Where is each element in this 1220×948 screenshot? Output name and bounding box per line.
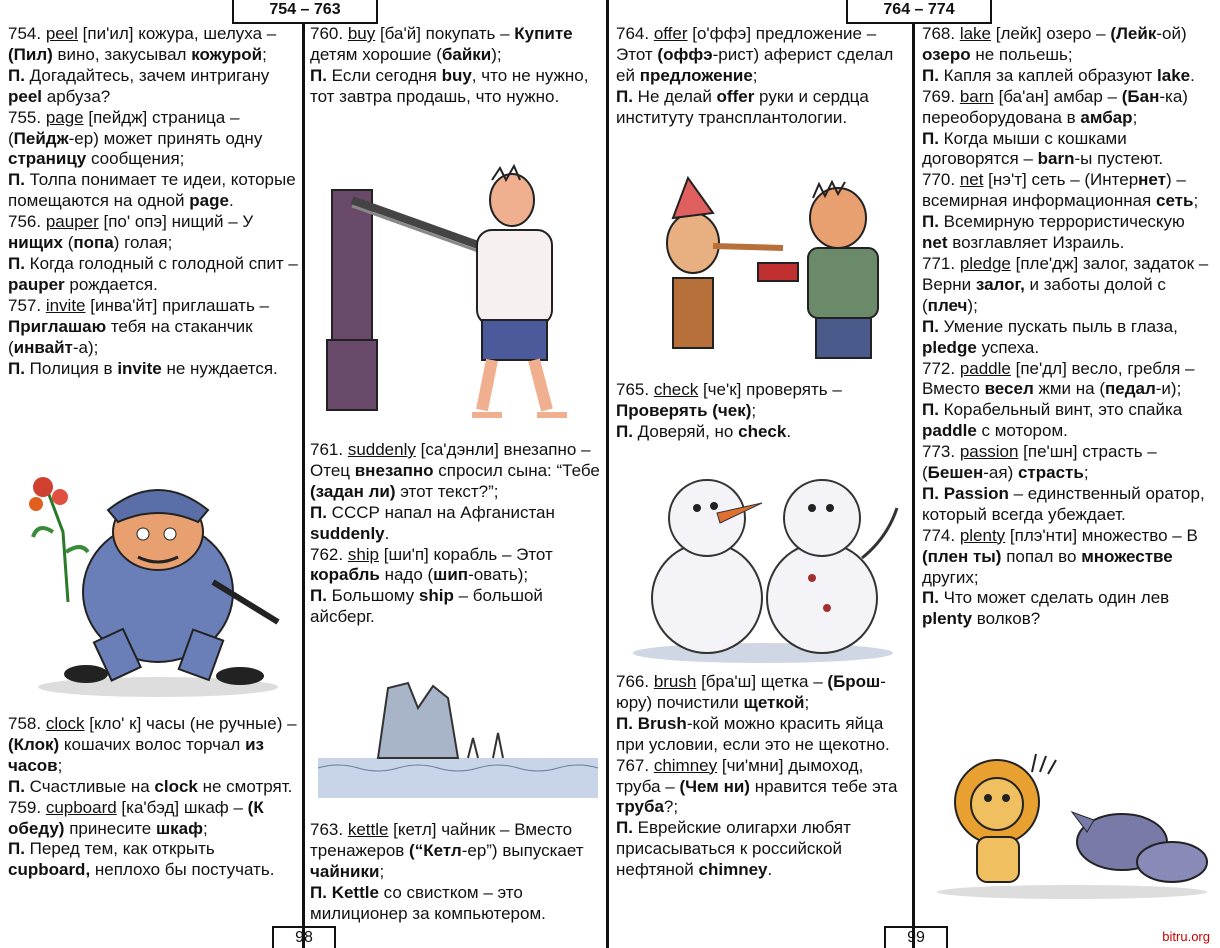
entry-755-note: П. Толпа понимает те идеи, которые помещаются на одной page. [8,170,296,211]
lion-and-wolves-illustration [922,742,1212,902]
right-page-header: 764 – 774 [846,0,992,24]
entry-757: 757. invite [инва'йт] приглашать – Приглашаю тебя на стаканчик (инвайт-а); [8,295,269,357]
column-divider [912,22,915,948]
snowmen-illustration [622,448,904,668]
entry-758: 758. clock [кло' к] часы (не ручные) – (Клок) кошачих волос торчал из часов; [8,714,297,775]
entry-769: 769. barn [ба'ан] амбар – (Бан-ка) переоборудована в амбар; [922,86,1188,127]
iceberg-illustration [318,678,598,808]
entry-774-note: П. Что может сделать один лев plenty волков? [922,588,1170,629]
column-3 [616,24,908,129]
column-divider [302,22,305,948]
man-with-saw-illustration [312,160,600,430]
column-4 [922,24,1214,630]
entry-765: 765. check [че'к] проверять – Проверять (чек); [616,380,842,420]
entry-754-note: П. Догадайтесь, зачем интригану peel арбуза? [8,65,270,106]
column-1-bottom [8,714,298,881]
entry-755: 755. page [пейдж] страница – (Пейдж-ер) может принять одну страницу сообщения; [8,107,263,169]
entry-759-note: П. Перед тем, как открыть cupboard, неплохо бы постучать. [8,839,275,880]
entry-763-note: П. Kettle со свистком – это милиционер за компьютером. [310,882,546,923]
entry-762-note: П. Большому ship – большой айсберг. [310,586,543,627]
left-page-number: 98 [272,926,336,948]
entry-772: 772. paddle [пе'дл] весло, гребля – Вместо весел жми на (педал-и); [922,358,1195,399]
page-divider [606,0,609,948]
entry-768: 768. lake [лейк] озеро – (Лейк-ой) озеро не польешь; [922,24,1187,64]
watermark: bitru.org [1162,929,1210,944]
entry-760: 760. buy [ба'й] покупать – Купите детям хорошие (байки); [310,24,573,64]
entry-774: 774. plenty [плэ'нти] множество – В (плен ты) попал во множестве других; [922,525,1198,587]
entry-770-note: П. Всемирную террористическую net возглавляет Израиль. [922,212,1185,253]
entry-772-note: П. Корабельный винт, это спайка paddle с мотором. [922,400,1183,441]
entry-762: 762. ship [ши'п] корабль – Этот корабль надо (шип-овать); [310,544,553,585]
entry-767: 767. chimney [чи'мни] дымоход, труба – (Чем ни) нравится тебе эта труба?; [616,755,898,817]
entry-769-note: П. Когда мыши с кошками договорятся – barn-ы пустеют. [922,128,1164,169]
entry-756: 756. pauper [по' опэ] нищий – У нищих (попа) голая; [8,212,254,253]
entry-770: 770. net [нэ'т] сеть – (Интернет) – всемирная информационная сеть; [922,170,1199,211]
entry-773-note: П. Passion – единственный оратор, который всегда убеждает. [922,483,1205,524]
entry-771-note: П. Умение пускать пыль в глаза, pledge успеха. [922,316,1178,357]
entry-758-note: П. Счастливые на clock не смотрят. [8,776,293,796]
entry-766-note: П. Brush-кой можно красить яйца при условии, если это не щекотно. [616,713,890,754]
column-2-middle [310,440,602,628]
entry-761: 761. suddenly [са'дэнли] внезапно – Отец внезапно спросил сына: “Тебе (задан ли) этот текст?”; [310,440,600,501]
column-2 [310,24,602,108]
entry-754: 754. peel [пи'ил] кожура, шелуха – (Пил) вино, закусывал кожурой; [8,24,277,64]
entry-757-note: П. Полиция в invite не нуждается. [8,358,278,378]
entry-760-note: П. Если сегодня buy, что не нужно, тот завтра продашь, что нужно. [310,65,589,106]
entry-768-note: П. Капля за каплей образуют lake. [922,65,1195,85]
pinocchio-illustration [618,168,908,378]
left-page-header: 754 – 763 [232,0,378,24]
entry-773: 773. passion [пе'шн] страсть – (Бешен-ая) страсть; [922,442,1157,483]
entry-756-note: П. Когда голодный с голодной спит – pauper рождается. [8,253,298,294]
column-3-middle [616,380,908,443]
entry-771: 771. pledge [пле'дж] залог, задаток – Верни залог, и заботы долой с (плеч); [922,253,1209,315]
right-page-number: 99 [884,926,948,948]
column-3-bottom [616,672,908,881]
column-2-bottom [310,820,602,925]
entry-761-note: П. СССР напал на Афганистан suddenly. [310,502,555,543]
entry-764: 764. offer [о'ффэ] предложение – Этот (оффэ-рист) аферист сделал ей предложение; [616,24,894,85]
column-1 [8,24,298,379]
entry-763: 763. kettle [кетл] чайник – Вместо тренажеров (“Кетл-ер”) выпускает чайники; [310,820,584,881]
policeman-illustration [8,462,298,702]
entry-767-note: П. Еврейские олигархи любят присасываться к российской нефтяной chimney. [616,818,851,880]
entry-764-note: П. Не делай offer руки и сердца институту трансплантологии. [616,86,869,127]
entry-765-note: П. Доверяй, но check. [616,421,792,441]
entry-766: 766. brush [бра'ш] щетка – (Брош-юру) почистили щеткой; [616,672,886,712]
entry-759: 759. cupboard [ка'бэд] шкаф – (К обеду) принесите шкаф; [8,797,264,838]
